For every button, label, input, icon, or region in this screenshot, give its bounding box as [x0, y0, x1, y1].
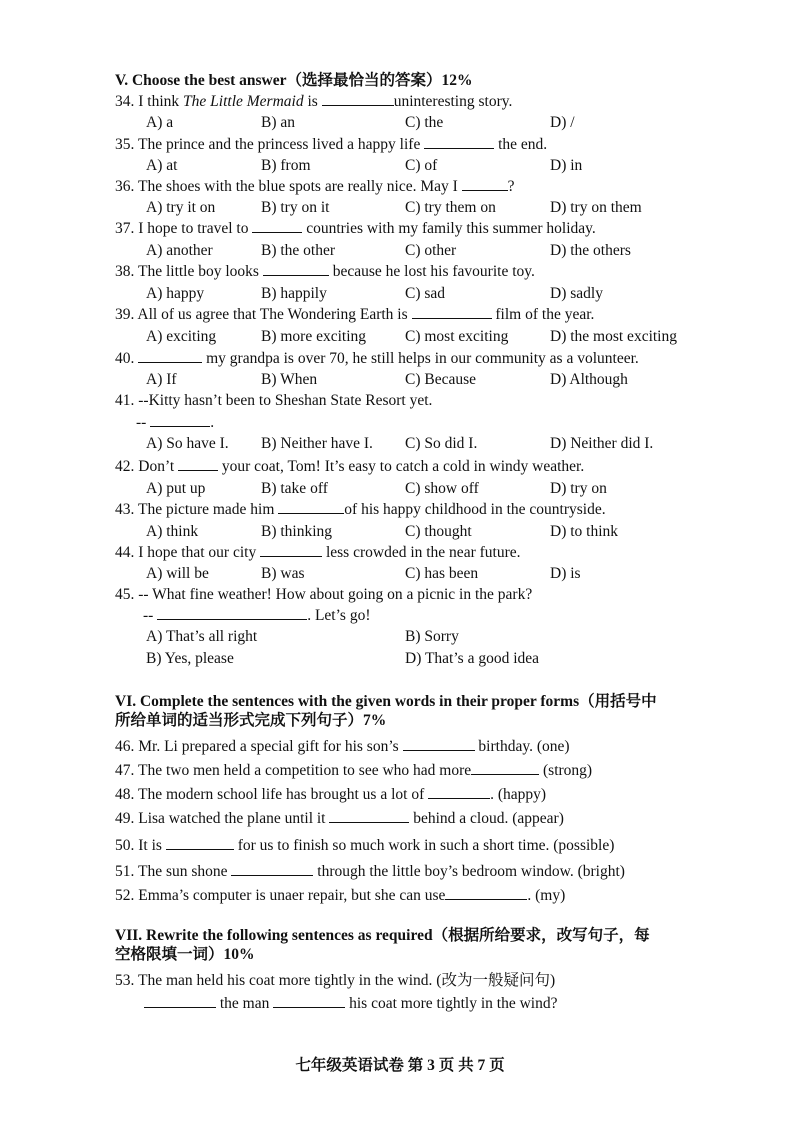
option-b[interactable]: B) happily [261, 285, 327, 302]
answer-blank[interactable] [471, 762, 539, 775]
question-45: 45. -- What fine weather! How about going on a picnic in the park? [115, 586, 533, 603]
answer-blank[interactable] [157, 607, 307, 620]
option-b[interactable]: B) Neither have I. [261, 435, 373, 452]
option-a[interactable]: A) try it on [146, 199, 216, 216]
answer-blank[interactable] [231, 863, 313, 876]
question-42: 42. Don’t your coat, Tom! It’s easy to catch a cold in windy weather. [115, 458, 585, 475]
option-a[interactable]: A) That’s all right [146, 628, 258, 645]
option-d[interactable]: D) / [550, 114, 575, 131]
option-d[interactable]: D) in [550, 157, 583, 174]
option-c[interactable]: C) So did I. [405, 435, 478, 452]
option-d[interactable]: D) the most exciting [550, 328, 677, 345]
question-35: 35. The prince and the princess lived a happy life the end. [115, 136, 548, 153]
option-c[interactable]: C) sad [405, 285, 446, 302]
answer-blank[interactable] [424, 136, 494, 149]
question-48: 48. The modern school life has brought us a lot of . (happy) [115, 786, 547, 803]
answer-blank[interactable] [138, 350, 202, 363]
answer-blank[interactable] [260, 544, 322, 557]
options-35 [146, 157, 706, 177]
option-b[interactable]: B) more exciting [261, 328, 367, 345]
option-b[interactable]: B) the other [261, 242, 336, 259]
question-37: 37. I hope to travel to countries with my family this summer holiday. [115, 220, 596, 237]
options-41 [146, 435, 706, 455]
option-a[interactable]: A) think [146, 523, 199, 540]
option-b[interactable]: B) an [261, 114, 296, 131]
option-b[interactable]: B) take off [261, 480, 328, 497]
answer-blank[interactable] [144, 995, 216, 1008]
question-47: 47. The two men held a competition to see who had more (strong) [115, 762, 593, 779]
option-d[interactable]: D) try on [550, 480, 607, 497]
question-40: 40. my grandpa is over 70, he still helps in our community as a volunteer. [115, 350, 639, 367]
question-49: 49. Lisa watched the plane until it behind a cloud. (appear) [115, 810, 564, 827]
options-38 [146, 285, 706, 305]
option-a[interactable]: A) So have I. [146, 435, 229, 452]
options-34 [146, 114, 706, 134]
options-45-row2 [146, 650, 706, 670]
answer-blank[interactable] [445, 887, 527, 900]
option-c[interactable]: C) try them on [405, 199, 496, 216]
options-45-row1 [146, 628, 706, 648]
question-43: 43. The picture made him of his happy childhood in the countryside. [115, 501, 606, 518]
answer-blank[interactable] [278, 501, 344, 514]
options-44 [146, 565, 706, 585]
answer-blank[interactable] [412, 306, 492, 319]
option-b[interactable]: B) from [261, 157, 311, 174]
answer-blank[interactable] [178, 458, 218, 471]
question-38: 38. The little boy looks because he lost his favourite toy. [115, 263, 535, 280]
option-a[interactable]: A) happy [146, 285, 205, 302]
question-53: 53. The man held his coat more tightly in the wind. (改为一般疑问句) [115, 972, 556, 989]
option-d[interactable]: D) the others [550, 242, 631, 259]
question-51: 51. The sun shone through the little boy’s bedroom window. (bright) [115, 863, 625, 880]
options-37 [146, 242, 706, 262]
section-v-title: V. Choose the best answer（选择最恰当的答案）12% [115, 72, 473, 89]
option-a[interactable]: A) exciting [146, 328, 217, 345]
option-b[interactable]: B) Yes, please [146, 650, 234, 667]
option-c[interactable]: C) thought [405, 523, 472, 540]
option-b[interactable]: B) thinking [261, 523, 333, 540]
section-vii-title: VII. Rewrite the following sentences as required（根据所给要求，改写句子，每 空格限填一词）10% [115, 927, 650, 963]
question-45-reply: -- . Let’s go! [143, 607, 371, 624]
question-41-reply: -- . [136, 414, 215, 431]
options-43 [146, 523, 706, 543]
answer-blank[interactable] [263, 263, 329, 276]
option-c[interactable]: C) Because [405, 371, 477, 388]
question-34: 34. I think The Little Mermaid is uninteresting story. [115, 93, 513, 110]
option-c[interactable]: C) of [405, 157, 438, 174]
option-c[interactable]: C) show off [405, 480, 479, 497]
option-a[interactable]: A) at [146, 157, 178, 174]
answer-blank[interactable] [150, 414, 210, 427]
answer-blank[interactable] [403, 738, 475, 751]
answer-blank[interactable] [166, 837, 234, 850]
option-a[interactable]: A) If [146, 371, 177, 388]
option-b[interactable]: B) When [261, 371, 318, 388]
option-d[interactable]: D) Although [550, 371, 628, 388]
option-b[interactable]: B) try on it [261, 199, 330, 216]
option-b[interactable]: B) was [261, 565, 305, 582]
question-36: 36. The shoes with the blue spots are really nice. May I ? [115, 178, 515, 195]
option-a[interactable]: A) put up [146, 480, 206, 497]
answer-blank[interactable] [322, 93, 394, 106]
options-42 [146, 480, 706, 500]
answer-blank[interactable] [428, 786, 490, 799]
option-a[interactable]: A) will be [146, 565, 209, 582]
section-vi-title: VI. Complete the sentences with the given words in their proper forms（用括号中 所给单词的适当形式完成下列句子）7% [115, 693, 657, 729]
option-d[interactable]: D) sadly [550, 285, 603, 302]
question-53-rewrite: the man his coat more tightly in the wind? [144, 995, 557, 1014]
answer-blank[interactable] [273, 995, 345, 1008]
option-c[interactable]: C) has been [405, 565, 479, 582]
option-c[interactable]: C) the [405, 114, 444, 131]
options-40 [146, 371, 706, 391]
option-b[interactable]: B) Sorry [405, 628, 459, 645]
option-d[interactable]: D) try on them [550, 199, 642, 216]
option-d[interactable]: D) That’s a good idea [405, 650, 540, 667]
question-46: 46. Mr. Li prepared a special gift for his son’s birthday. (one) [115, 738, 570, 755]
page-footer: 七年级英语试卷 第 3 页 共 7 页 [295, 1057, 505, 1074]
question-41: 41. --Kitty hasn’t been to Sheshan State Resort yet. [115, 392, 433, 409]
option-a[interactable]: A) another [146, 242, 213, 259]
options-36 [146, 199, 706, 219]
option-d[interactable]: D) to think [550, 523, 619, 540]
answer-blank[interactable] [462, 178, 508, 191]
question-39: 39. All of us agree that The Wondering Earth is film of the year. [115, 306, 595, 323]
option-c[interactable]: C) most exciting [405, 328, 509, 345]
question-50: 50. It is for us to finish so much work in such a short time. (possible) [115, 837, 615, 854]
question-44: 44. I hope that our city less crowded in the near future. [115, 544, 521, 561]
option-c[interactable]: C) other [405, 242, 457, 259]
options-39 [146, 328, 706, 348]
question-52: 52. Emma’s computer is unaer repair, but she can use . (my) [115, 887, 566, 904]
answer-blank[interactable] [252, 220, 302, 233]
answer-blank[interactable] [329, 810, 409, 823]
option-a[interactable]: A) a [146, 114, 174, 131]
option-d[interactable]: D) is [550, 565, 581, 582]
option-d[interactable]: D) Neither did I. [550, 435, 654, 452]
